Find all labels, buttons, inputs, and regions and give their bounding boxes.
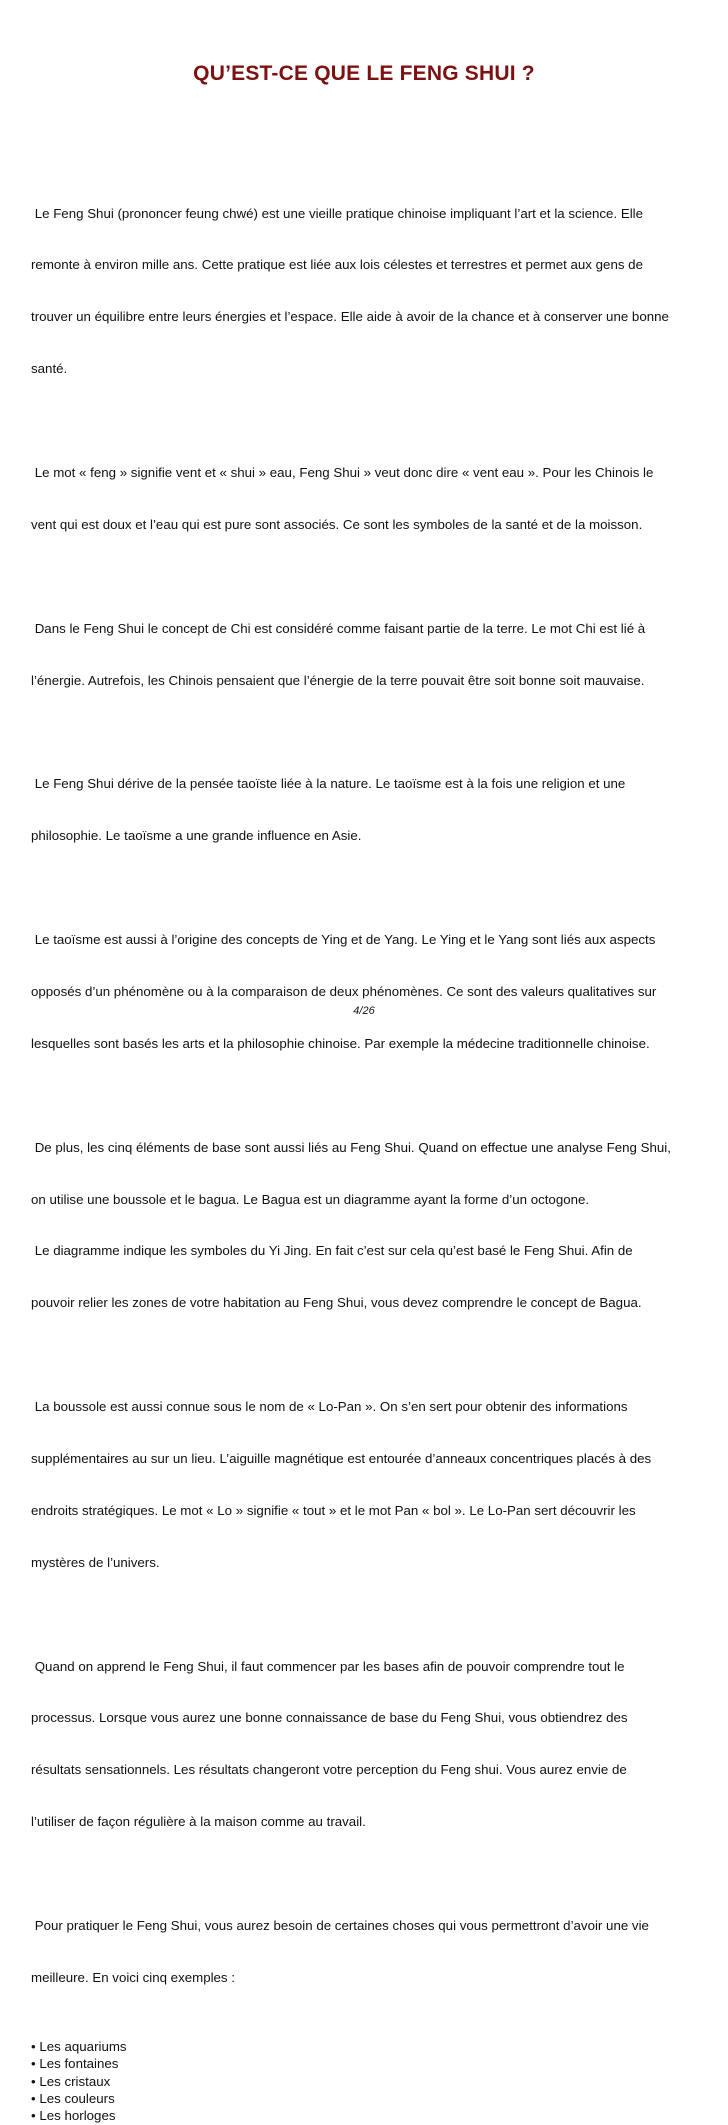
paragraph [31, 741, 696, 879]
text-line: Pour pratiquer le Feng Shui, vous aurez besoin de certaines choses qui vous permettront d’avoir une vie [31, 1917, 649, 1933]
page-number: 4/26 [353, 1005, 375, 1017]
text-line: opposés d’un phénomène ou à la comparaison de deux phénomènes. Ce sont des valeurs qualitatives sur [31, 983, 657, 999]
text-line: supplémentaires au sur un lieu. L’aiguille magnétique est entourée d’anneaux concentriques placés à des [31, 1450, 652, 1466]
text-line: Dans le Feng Shui le concept de Chi est considéré comme faisant partie de la terre. Le mot Chi est lié à [31, 620, 646, 636]
list-item: • Les couleurs [31, 2090, 115, 2106]
text-line: Le mot « feng » signifie vent et « shui » eau, Feng Shui » veut donc dire « vent eau ». Pour les Chinois le [31, 465, 654, 481]
bullet-list [31, 2038, 696, 2124]
paragraph [31, 1623, 696, 1865]
text-line: processus. Lorsque vous aurez une bonne connaissance de base du Feng Shui, vous obtiendrez des [31, 1710, 628, 1726]
text-line: lesquelles sont basés les arts et la philosophie chinoise. Par exemple la médecine traditionnelle chinoise. [31, 1035, 650, 1051]
text-line: remonte à environ mille ans. Cette pratique est liée aux lois célestes et terrestres et permet aux gens de [31, 257, 643, 273]
text-line: santé. [31, 361, 68, 377]
text-line: l’énergie. Autrefois, les Chinois pensaient que l’énergie de la terre pouvait être soit bonne soit mauvaise. [31, 672, 645, 688]
paragraph [31, 1363, 696, 1605]
text-line: l’utiliser de façon régulière à la maison comme au travail. [31, 1814, 366, 1830]
text-line: philosophie. Le taoïsme a une grande influence en Asie. [31, 828, 362, 844]
text-line: résultats sensationnels. Les résultats changeront votre perception du Feng shui. Vous aurez envie de [31, 1762, 627, 1778]
list-item: • Les cristaux [31, 2073, 111, 2089]
text-line: Quand on apprend le Feng Shui, il faut commencer par les bases afin de pouvoir comprendre tout le [31, 1658, 625, 1674]
text-line: trouver un équilibre entre leurs énergies et l’espace. Elle aide à avoir de la chance et à conserver une bonne [31, 309, 669, 325]
text-line: Le Feng Shui (prononcer feung chwé) est une vieille pratique chinoise impliquant l’art et la science. Elle [31, 205, 644, 221]
text-line: De plus, les cinq éléments de base sont aussi liés au Feng Shui. Quand on effectue une analyse Feng Shui, [31, 1139, 671, 1155]
list-item: • Les aquariums [31, 2039, 127, 2055]
paragraph [31, 429, 696, 567]
text-line: Le taoïsme est aussi à l’origine des concepts de Ying et de Yang. Le Ying et le Yang sont liés aux aspects [31, 932, 656, 948]
paragraph [31, 1882, 696, 2020]
document-body [31, 170, 696, 2125]
text-line: on utilise une boussole et le bagua. Le Bagua est un diagramme ayant la forme d’un octogone. [31, 1191, 590, 1207]
page-title: QU’EST-CE QUE LE FENG SHUI ? [193, 62, 535, 85]
text-line: Le diagramme indique les symboles du Yi Jing. En fait c’est sur cela qu’est basé le Feng Shui. Afin de [31, 1243, 633, 1259]
text-line: vent qui est doux et l’eau qui est pure sont associés. Ce sont les symboles de la santé et de la moisson. [31, 516, 643, 532]
text-line: La boussole est aussi connue sous le nom de « Lo-Pan ». On s’en sert pour obtenir des informations [31, 1399, 628, 1415]
list-item: • Les horloges [31, 2108, 116, 2124]
text-line: pouvoir relier les zones de votre habitation au Feng Shui, vous devez comprendre le concept de Bagua. [31, 1295, 642, 1311]
text-line: meilleure. En voici cinq exemples : [31, 1969, 235, 1985]
text-line: Le Feng Shui dérive de la pensée taoïste liée à la nature. Le taoïsme est à la fois une religion et une [31, 776, 626, 792]
text-line: mystères de l’univers. [31, 1554, 160, 1570]
paragraph [31, 170, 696, 412]
text-line: endroits stratégiques. Le mot « Lo » signifie « tout » et le mot Pan « bol ». Le Lo-Pan sert découvrir les [31, 1502, 636, 1518]
list-item: • Les fontaines [31, 2056, 119, 2072]
paragraph [31, 1104, 696, 1346]
paragraph [31, 585, 696, 723]
paragraph [31, 896, 696, 1086]
